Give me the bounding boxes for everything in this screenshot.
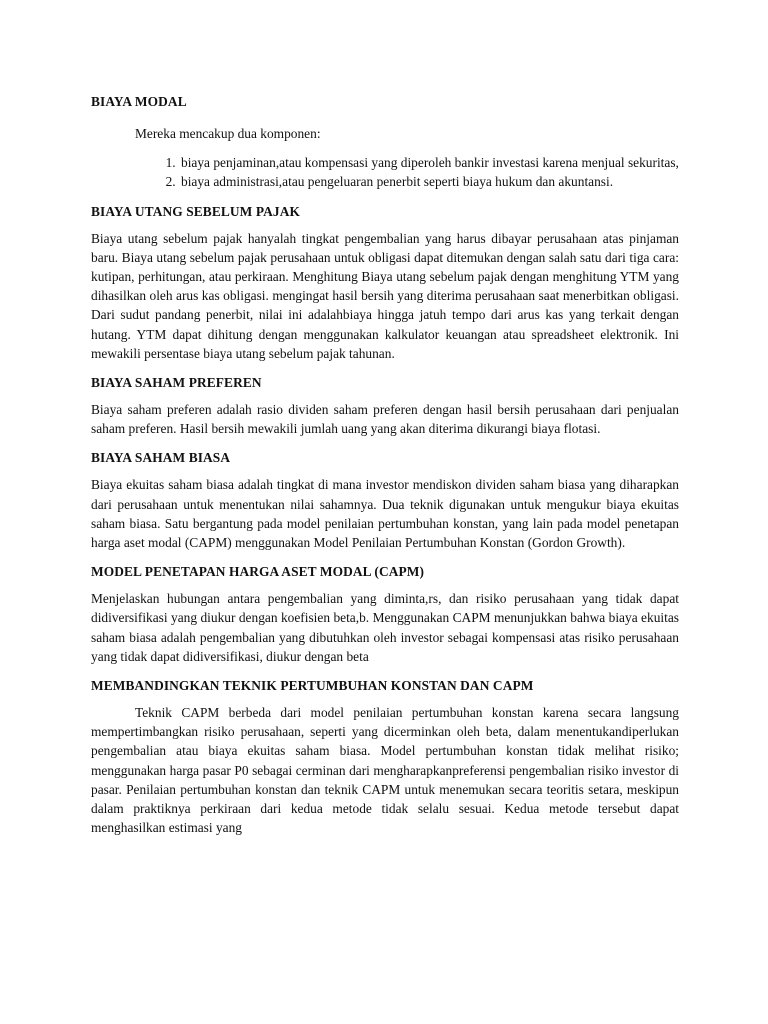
section-biaya-modal <box>91 92 679 192</box>
section-heading: BIAYA MODAL <box>91 94 187 109</box>
section-perbandingan <box>91 676 679 837</box>
section-heading: BIAYA UTANG SEBELUM PAJAK <box>91 203 300 219</box>
component-list <box>91 153 679 191</box>
list-item: 2. biaya administrasi,atau pengeluaran penerbit seperti biaya hukum dan akuntansi. <box>179 172 679 191</box>
section-heading: MODEL PENETAPAN HARGA ASET MODAL (CAPM) <box>91 564 425 580</box>
section-heading: BIAYA SAHAM PREFEREN <box>91 375 262 391</box>
list-item: 1. biaya penjaminan,atau kompensasi yang diperoleh bankir investasi karena menjual sekuritas, <box>179 153 679 172</box>
section-heading: BIAYA SAHAM BIASA <box>91 450 231 466</box>
paragraph: Menjelaskan hubungan antara pengembalian yang diminta,rs, dan risiko perusahaan yang tidak dapat didiversifikasi yang diukur dengan koefisien beta,b. Menggunakan CAPM menunjukkan bahwa biaya ekuitas saham biasa adalah pengembalian yang dibutuhkan oleh investor sebagai kompensasi atas risiko perusahaan yang tidak dapat didiversifikasi, diukur dengan beta <box>91 591 679 664</box>
section-capm <box>91 562 679 666</box>
section-biaya-utang <box>91 202 679 363</box>
paragraph: Biaya utang sebelum pajak hanyalah tingkat pengembalian yang harus dibayar perusahaan atas pinjaman baru. Biaya utang sebelum pajak perusahaan untuk obligasi dapat ditemukan dengan salah satu dari tiga cara: kutipan, perhitungan, atau perkiraan. Menghitung Biaya utang sebelum pajak dengan menghitung YTM yang dihasilkan oleh arus kas obligasi. mengingat hasil bersih yang diterima perusahaan saat menerbitkan obligasi. Dari sudut pandang penerbit, nilai ini adalahbiaya hingga jatuh tempo dari arus kas yang terkait dengan hutang. YTM dapat dihitung dengan menggunakan kalkulator keuangan atau spreadsheet elektronik. Ini mewakili persentase biaya utang sebelum pajak tahunan. <box>91 230 679 361</box>
paragraph: Biaya saham preferen adalah rasio dividen saham preferen dengan hasil bersih perusahaan dari penjualan saham preferen. Hasil bersih mewakili jumlah uang yang akan diterima dikurangi biaya flotasi. <box>91 402 679 437</box>
paragraph: Teknik CAPM berbeda dari model penilaian pertumbuhan konstan karena secara langsung mempertimbangkan risiko perusahaan, seperti yang dicerminkan oleh beta, dalam menentukandiperlukan pengembalian atau biaya ekuitas saham biasa. Model pertumbuhan konstan tidak melihat risiko; menggunakan harga pasar P0 sebagai cerminan dari mengharapkanpreferensi pengembalian risiko investor di pasar. Penilaian pertumbuhan konstan dan teknik CAPM untuk menemukan secara teoritis setara, meskipun dalam praktiknya perkiraan dari kedua metode tidak selalu sesuai. Kedua metode tersebut dapat menghasilkan estimasi yang <box>91 705 679 836</box>
section-saham-biasa <box>91 448 679 552</box>
section-saham-preferen <box>91 373 679 438</box>
section-heading: MEMBANDINGKAN TEKNIK PERTUMBUHAN KONSTAN DAN CAPM <box>91 678 534 694</box>
paragraph: Biaya ekuitas saham biasa adalah tingkat di mana investor mendiskon dividen saham biasa yang diharapkan dari perusahaan untuk menentukan nilai sahamnya. Dua teknik digunakan untuk mengukur biaya ekuitas saham biasa. Satu bergantung pada model penilaian pertumbuhan konstan, yang lain pada model penetapan harga aset modal (CAPM) menggunakan Model Penilaian Pertumbuhan Konstan (Gordon Growth). <box>91 477 679 551</box>
intro-text: Mereka mencakup dua komponen: <box>135 126 321 141</box>
